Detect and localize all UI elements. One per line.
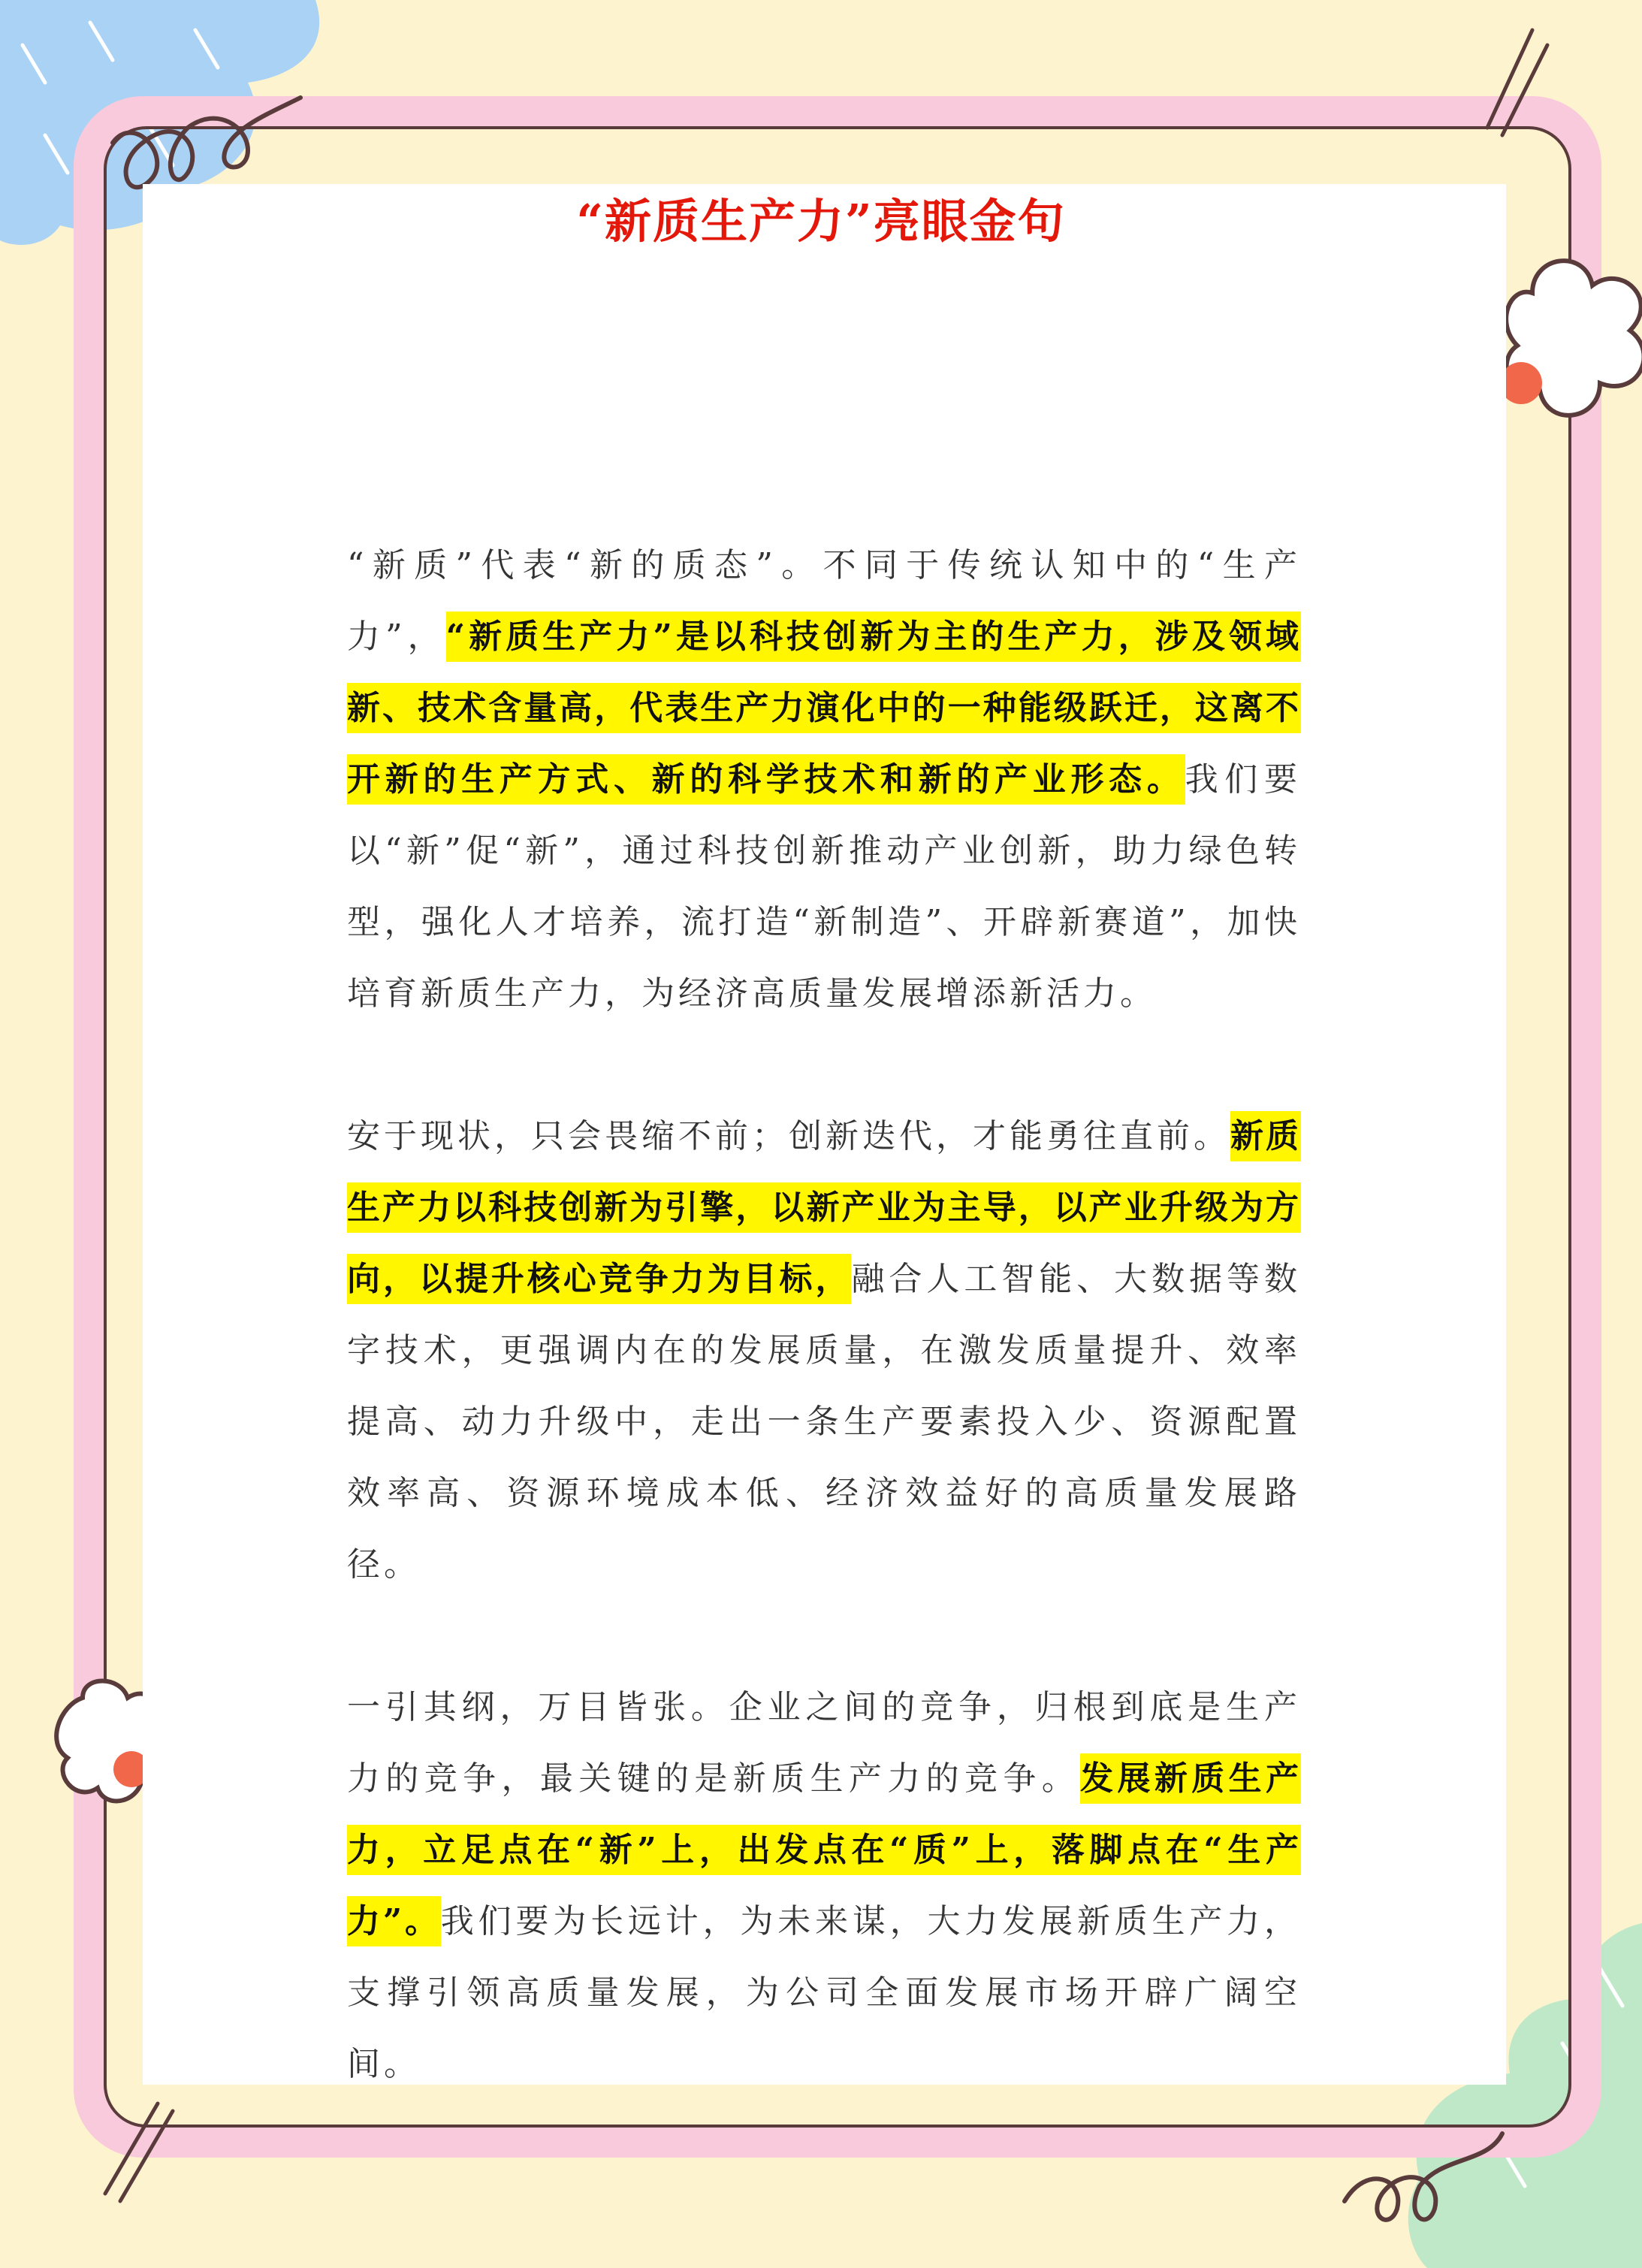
paragraph-text: 融合人工智能、大数据等数字技术，更强调内在的发展质量，在激发质量提升、效率提高、动力升级中，走出一条生产要素投入少、资源配置效率高、资源环境成本低、经济效益好的高质量发展路径。 [347,1260,1302,1584]
page-title: “新质生产力”亮眼金句 [576,194,1066,249]
paragraph-text: 我们要为长远计，为未来谋，大力发展新质生产力，支撑引领高质量发展，为公司全面发展市场开辟广阔空间。 [347,1902,1301,2083]
paragraph-text: 安于现状，只会畏缩不前；创新迭代，才能勇往直前。 [347,1117,1230,1155]
paragraph-2 [347,1101,1301,1600]
paragraph-text: 一引其纲，万目皆张。企业之间的竞争，归根到底是生产力的竞争，最关键的是新质生产力的竞争。 [347,1688,1301,1798]
highlighted-text: “新质生产力”是以科技创新为主的生产力，涉及领域新、技术含量高，代表生产力演化中的一种能级跃迁，这离不开新的生产方式、新的科学技术和新的产业形态。 [347,612,1301,805]
paragraph-1 [347,530,1301,1029]
article-body [347,530,1301,2171]
paragraph-text: 我们要以“新”促“新”，通过科技创新推动产业创新，助力绿色转型，强化人才培养，流打造“新制造”、开辟新赛道”，加快培育新质生产力，为经济高质量发展增添新活力。 [347,760,1302,1013]
paragraph-3 [347,1672,1301,2100]
highlighted-text: 发展新质生产力，立足点在“新”上，出发点在“质”上，落脚点在“生产力”。 [347,1753,1301,1946]
flower-right [1500,261,1642,415]
paragraph-text: “新质”代表“新的质态”。不同于传统认知中的“生产力”， [347,546,1301,656]
highlighted-text: 新质生产力以科技创新为引擎，以新产业为主导，以产业升级为方向，以提升核心竞争力为目标， [347,1111,1301,1304]
